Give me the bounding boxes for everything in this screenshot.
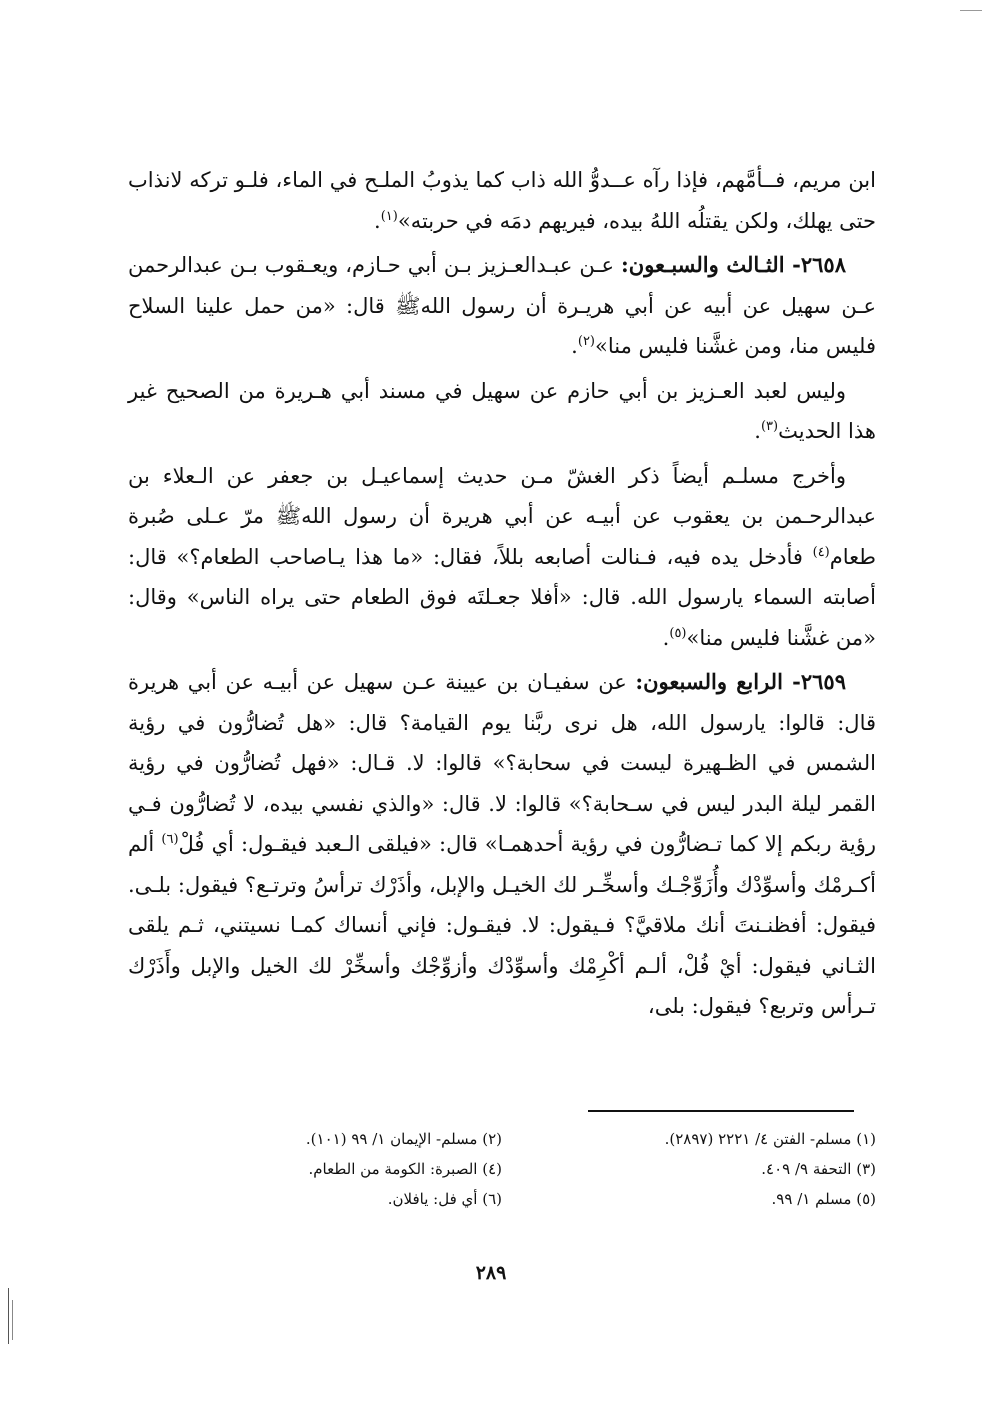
footnote-ref-6: (٦) bbox=[161, 832, 179, 847]
footnote-ref-3: (٣) bbox=[760, 419, 779, 434]
paragraph-4 bbox=[128, 456, 876, 659]
footnote-ref-5: (٥) bbox=[669, 625, 687, 641]
footnotes bbox=[128, 1124, 876, 1214]
footnote-6: (٦) أي فل: يافلان. bbox=[387, 1190, 502, 1208]
footnote-row bbox=[128, 1154, 876, 1184]
paragraph-text: ابن مريم، فــأمَّهم، فإذا رآه عــدوُّ الله ذاب كما يذوبُ الملـح في الماء، فلـو تركه لانذاب حتى يهلك، ولكن يقتلُه اللهُ بيده، فيريهم دمَه في حربته» bbox=[128, 168, 876, 233]
paragraph-text: وأخرج مسلـم أيضاً ذكر الغشّ مـن حديث إسماعيـل بن جعفر عن الـعلاء بن عبدالرحـمن بن يعقوب عن أبيـه عن أبي هريرة أن رسول اللهﷺ مرّ عـلى صُبرة طعام bbox=[128, 463, 876, 569]
paragraph-text: وليس لعبد العـزيز بن أبي حازم عن سهيل في مسند أبي هـريرة من الصحيح غير هذا الحديث bbox=[128, 378, 876, 443]
footnote-ref-2: (٢) bbox=[577, 334, 595, 349]
paragraph-hadith-2659 bbox=[128, 662, 876, 1027]
footnote-1: (١) مسلم- الفتن ٤/ ٢٢٢١ (٢٨٩٧). bbox=[664, 1130, 876, 1148]
page-body bbox=[128, 160, 876, 1031]
paragraph-1 bbox=[128, 160, 876, 241]
sentence-end: . bbox=[571, 334, 578, 358]
footnote-5: (٥) مسلم ١/ ٩٩. bbox=[771, 1190, 876, 1208]
footnote-ref-4: (٤) bbox=[812, 544, 830, 560]
footnote-separator bbox=[588, 1110, 854, 1112]
sentence-end: . bbox=[662, 625, 670, 650]
top-edge-rule bbox=[960, 10, 982, 11]
hadith-number-heading: ٢٦٥٨- الثـالث والسبـعون: bbox=[621, 252, 846, 277]
hadith-number-heading: ٢٦٥٩- الرابع والسبعون: bbox=[635, 669, 846, 694]
sentence-end: . bbox=[754, 419, 761, 443]
paragraph-text: عن سفيـان بن عيينة عـن سهيل عن أبيـه عن أبي هريرة قال: قالوا: يارسول الله، هل نرى ربَّنا يوم القيامة؟ قال: «هل تُضارُّون في رؤية الشمس في الظـهيرة ليست في سحابة؟» قالوا: لا. قـال: «فهل تُضارُّون في رؤية القمر ليلة البدر ليس في سـحابة؟» قالوا: لا. قال: «والذي نفسي بيده، لا تُضارُّون فـي رؤية ربكم إلا كما تـضارُّون في رؤية أحدهمـا» قال: «فيلقى الـعبد فيقـول: أي فُلْ bbox=[128, 670, 876, 856]
paragraph-hadith-2658 bbox=[128, 245, 876, 367]
paragraph-3 bbox=[128, 371, 876, 452]
page-number: ٢٨٩ bbox=[475, 1262, 507, 1284]
footnote-2: (٢) مسلم- الإيمان ١/ ٩٩ (١٠١). bbox=[305, 1130, 502, 1148]
scan-edge-mark bbox=[8, 1288, 9, 1344]
footnote-ref-1: (١) bbox=[380, 208, 398, 224]
footnote-row bbox=[128, 1184, 876, 1214]
sentence-end: . bbox=[374, 208, 381, 233]
paragraph-text: فأدخل يده فيه، فـنالت أصابعه بللاً، فقال: «ما هذا يـاصاحب الطعام؟» قال: أصابته السماء يارسول الله. قال: «أفلا جعـلتَه فوق الطعام حتى يراه الناس» وقال: «من غشَّنا فليس منا» bbox=[128, 544, 876, 650]
paragraph-text: عـن عبـدالعـزيز بـن أبي حـازم، ويعـقوب بـن عبدالرحمن عـن سهيل عن أبيه عن أبي هريـرة أن رسول اللهﷺ قال: «من حمل علينا السلاح فليس منا، ومن غشَّنا فليس منا» bbox=[128, 253, 876, 358]
paragraph-text: ألم أكـرمْك وأسوِّدْك وأُزَوِّجْـك وأسخِّـر لك الخيـل والإبل، وأذَرْك ترأسُ وترتـع؟ فيقول: بلـى. فيقول: أفظنـنتَ أنك ملاقيَّ؟ فـيقول: لا. فيقـول: فإني أنساك كمـا نسيتني، ثـم يلقى الثـاني فيقول: أيْ فُلْ، ألـم أكْرِمْك وأسوِّدْك وأزوِّجْك وأسخِّرْ لك الخيل والإبل وأَذَرْك تـرأس وتربع؟ فيقول: بلى، bbox=[128, 832, 876, 1018]
scan-edge-mark-2 bbox=[12, 1300, 13, 1340]
footnote-row bbox=[128, 1124, 876, 1154]
footnote-4: (٤) الصبرة: الكومة من الطعام. bbox=[308, 1160, 502, 1178]
footnote-3: (٣) التحفة ٩/ ٤٠٩. bbox=[761, 1160, 876, 1178]
